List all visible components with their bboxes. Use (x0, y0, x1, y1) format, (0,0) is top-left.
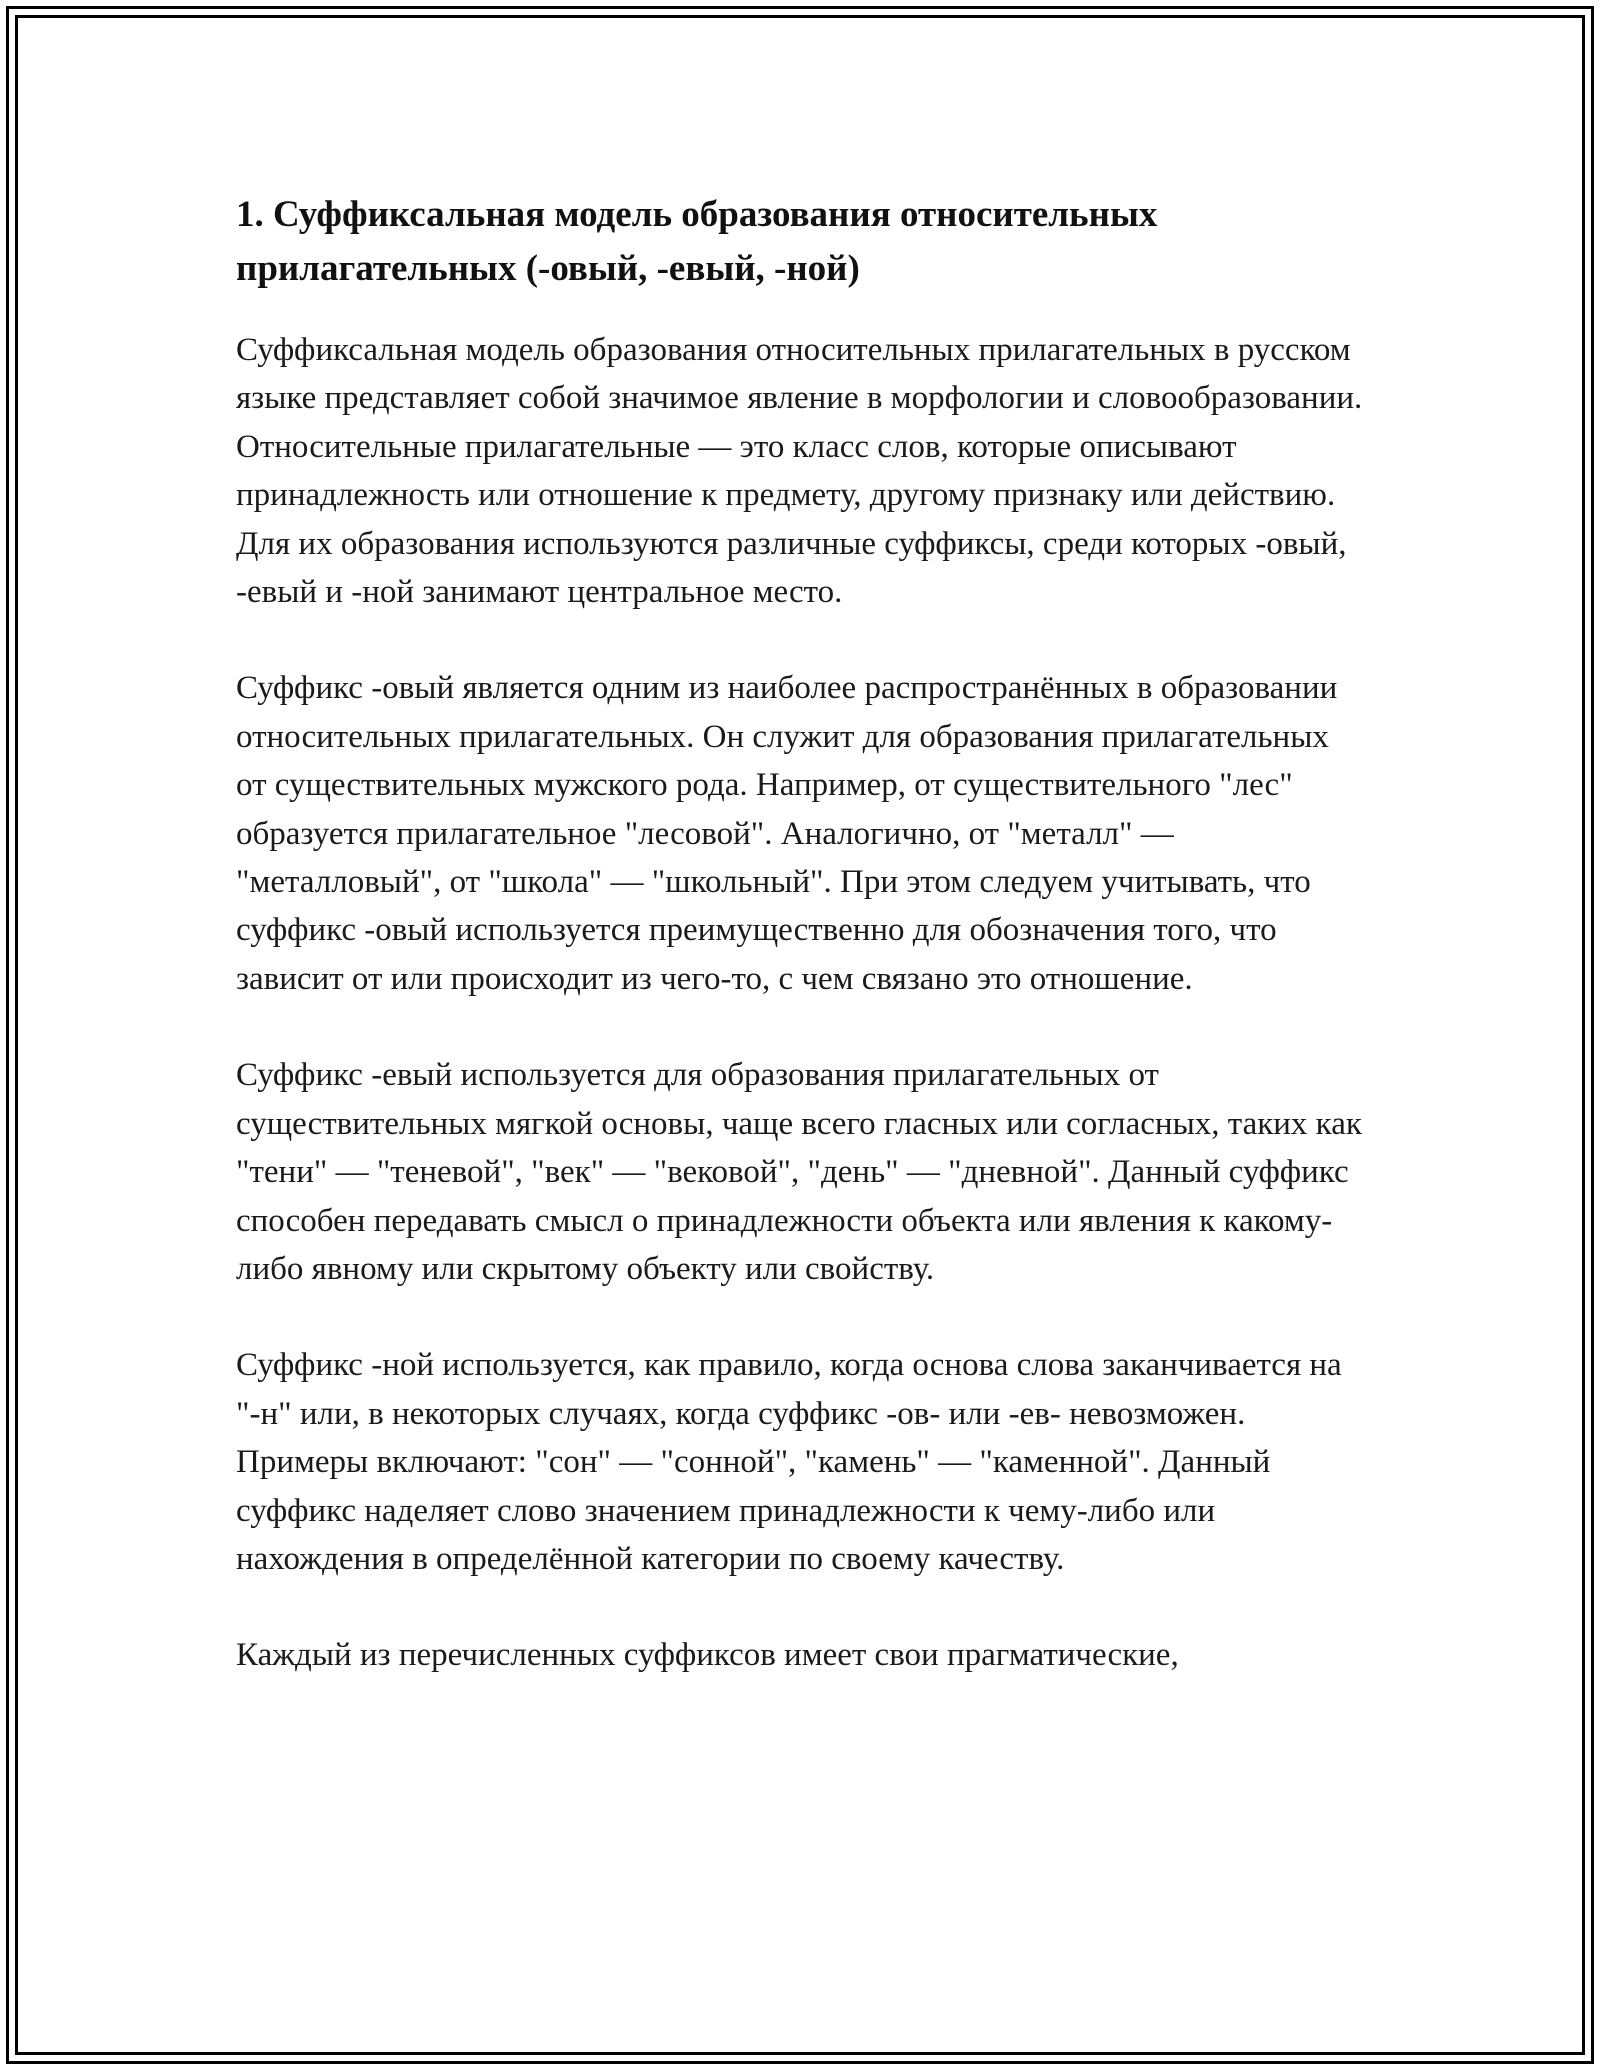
section-heading: 1. Суффиксальная модель образования относительных прилагательных (-овый, -евый, -ной) (236, 194, 1158, 289)
paragraph-intro: Суффиксальная модель образования относительных прилагательных в русском языке представляет собой значимое явление в морфологии и словообразовании. Относительные прилагательные — это класс слов, которые описывают принадлежность или отношение к предмету, другому признаку или действию. Для их образования используются различные суффиксы, среди которых -овый, -евый и -ной занимают центральное место. (236, 332, 1363, 611)
paragraph-suffix-noj: Суффикс -ной используется, как правило, когда основа слова заканчивается на "-н" или, в некоторых случаях, когда суффикс -ов- или -ев- невозможен. Примеры включают: "сон" — "сонной", "камень" — "каменной". Данный суффикс наделяет слово значением принадлежности к чему-либо или нахождения в определённой категории по своему качеству. (236, 1347, 1342, 1577)
document-body (236, 188, 1366, 1728)
paragraph-summary: Каждый из перечисленных суффиксов имеет свои прагматические, (236, 1637, 1179, 1674)
paragraph-suffix-evyj: Суффикс -евый используется для образования прилагательных от существительных мягкой основы, чаще всего гласных или согласных, таких как "тени" — "теневой", "век" — "вековой", "день" — "дневной". Данный суффикс способен передавать смысл о принадлежности объекта или явления к какому-либо явному или скрытому объекту или свойству. (236, 1057, 1362, 1287)
paragraph-suffix-ovyj: Суффикс -овый является одним из наиболее распространённых в образовании относительных прилагательных. Он служит для образования прилагательных от существительных мужского рода. Например, от существительного "лес" образуется прилагательное "лесовой". Аналогично, от "металл" — "металловый", от "школа" — "школьный". При этом следуем учитывать, что суффикс -овый используется преимущественно для обозначения того, что зависит от или происходит из чего-то, с чем связано это отношение. (236, 670, 1338, 997)
